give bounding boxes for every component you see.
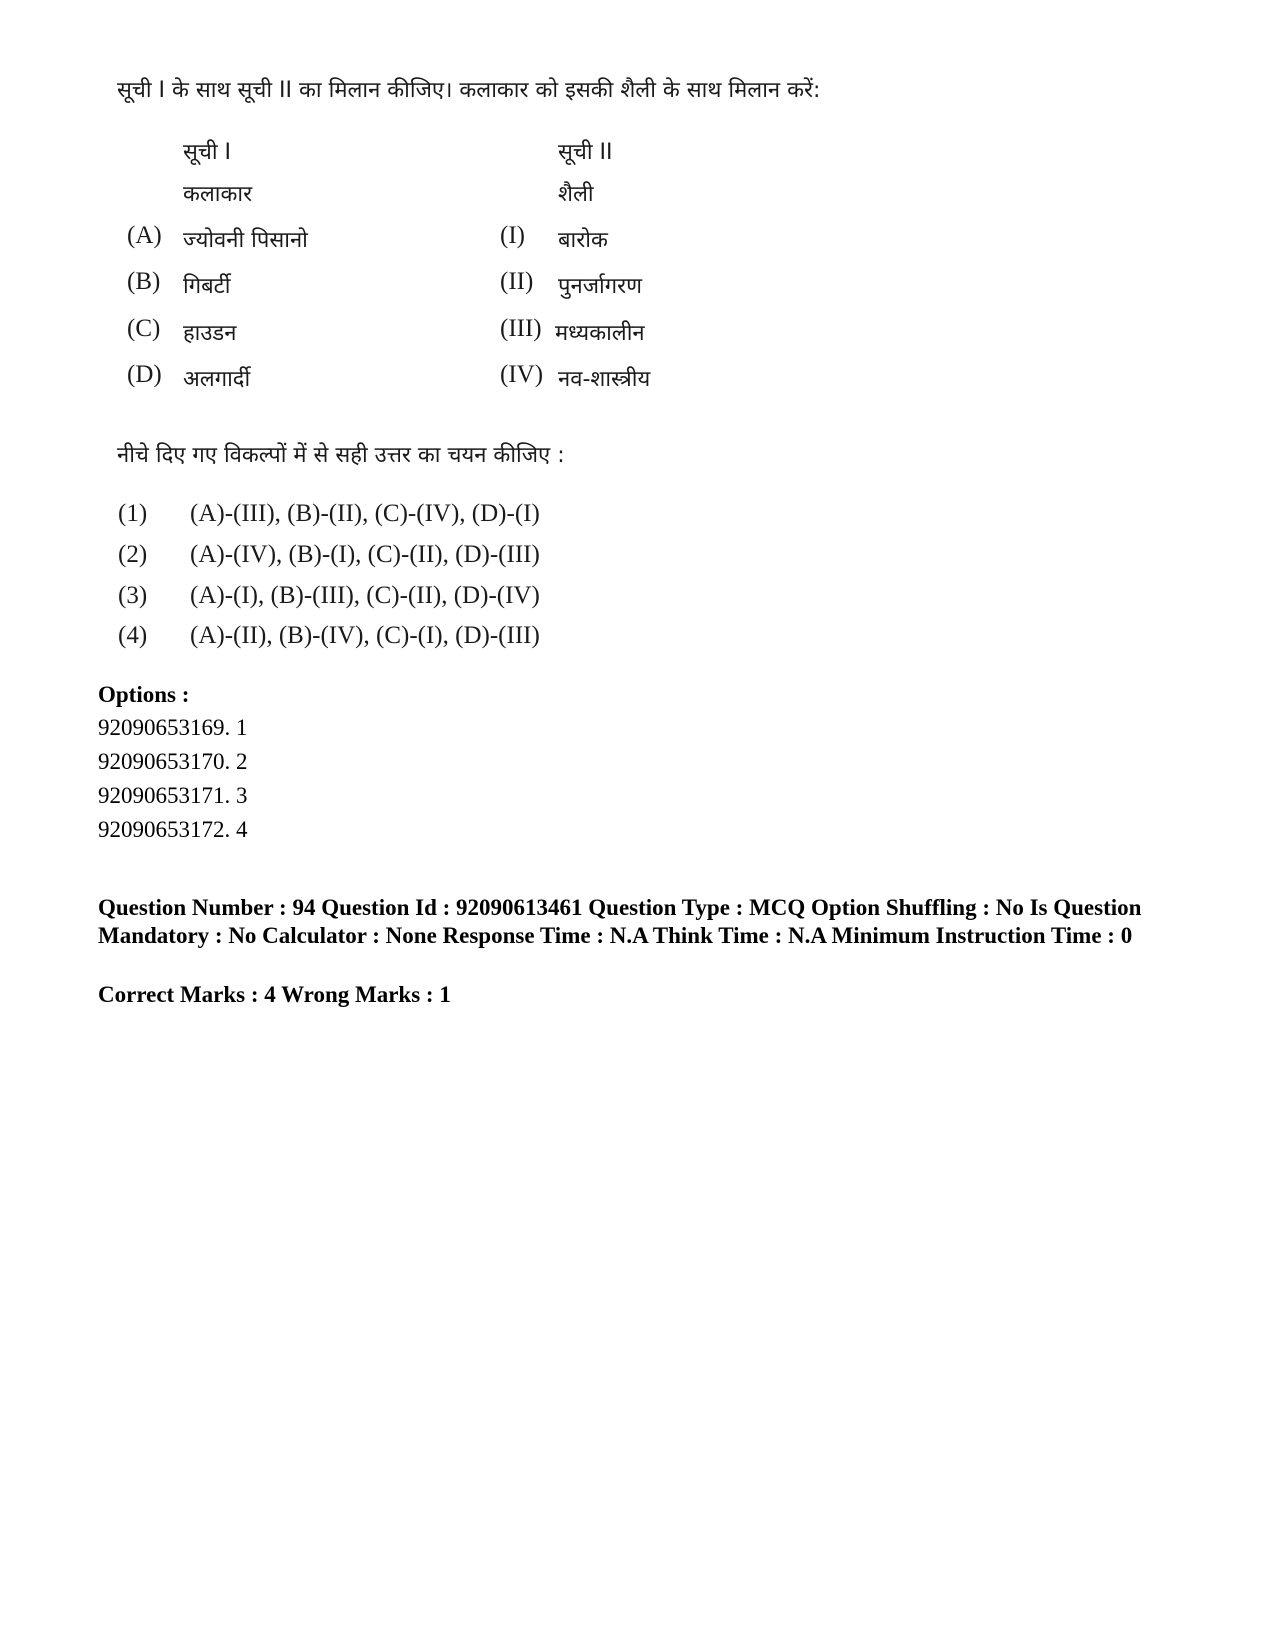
list1-item-text: हाउडन	[183, 321, 237, 346]
list1-item-label: (C)	[127, 315, 161, 342]
choice-text: (A)-(II), (B)-(IV), (C)-(I), (D)-(III)	[190, 622, 540, 649]
list2-item-text: पुनर्जागरण	[558, 274, 643, 299]
list1-item-text: अलगार्दी	[183, 367, 251, 392]
question-metadata: Question Number : 94 Question Id : 92090613461 Question Type : MCQ Option Shuffling : No Is Question Mandatory : No Calculator : None Response Time : N.A Think Time : N.A Minimum Instruction Time : 0	[98, 895, 1142, 948]
option-item: 92090653170. 2	[98, 749, 248, 774]
list2-item-text: मध्यकालीन	[555, 321, 645, 346]
list1-subheading: कलाकार	[183, 182, 253, 207]
choice-text: (A)-(III), (B)-(II), (C)-(IV), (D)-(I)	[190, 500, 540, 527]
question-image	[0, 0, 1275, 680]
option-item: 92090653169. 1	[98, 715, 248, 740]
list2-item-label: (III)	[500, 315, 542, 342]
list2-heading: सूची II	[558, 140, 613, 165]
list2-item-label: (II)	[500, 268, 534, 295]
answer-instruction: नीचे दिए गए विकल्पों में से सही उत्तर का चयन कीजिए :	[117, 443, 565, 468]
choice-text: (A)-(I), (B)-(III), (C)-(II), (D)-(IV)	[190, 582, 540, 609]
question-prompt: सूची I के साथ सूची II का मिलान कीजिए। कलाकार को इसकी शैली के साथ मिलान करें:	[117, 78, 821, 103]
list1-item-text: ज्योवनी पिसानो	[183, 228, 308, 253]
choice-number: (3)	[118, 582, 148, 609]
list2-subheading: शैली	[558, 182, 594, 207]
list1-item-label: (A)	[127, 222, 162, 249]
choice-number: (2)	[118, 541, 148, 568]
option-item: 92090653172. 4	[98, 817, 248, 842]
list1-item-label: (B)	[127, 268, 161, 295]
option-item: 92090653171. 3	[98, 783, 248, 808]
list2-item-text: बारोक	[558, 228, 608, 253]
list2-item-label: (IV)	[500, 361, 544, 388]
list2-item-label: (I)	[500, 222, 525, 249]
choice-text: (A)-(IV), (B)-(I), (C)-(II), (D)-(III)	[190, 541, 540, 568]
list2-item-text: नव-शास्त्रीय	[558, 367, 651, 392]
list1-item-text: गिबर्टी	[183, 274, 231, 299]
marks-info: Correct Marks : 4 Wrong Marks : 1	[98, 982, 451, 1007]
choice-number: (1)	[118, 500, 148, 527]
options-heading: Options :	[98, 682, 190, 707]
list1-item-label: (D)	[127, 361, 162, 388]
choice-number: (4)	[118, 622, 148, 649]
list1-heading: सूची I	[183, 140, 232, 165]
